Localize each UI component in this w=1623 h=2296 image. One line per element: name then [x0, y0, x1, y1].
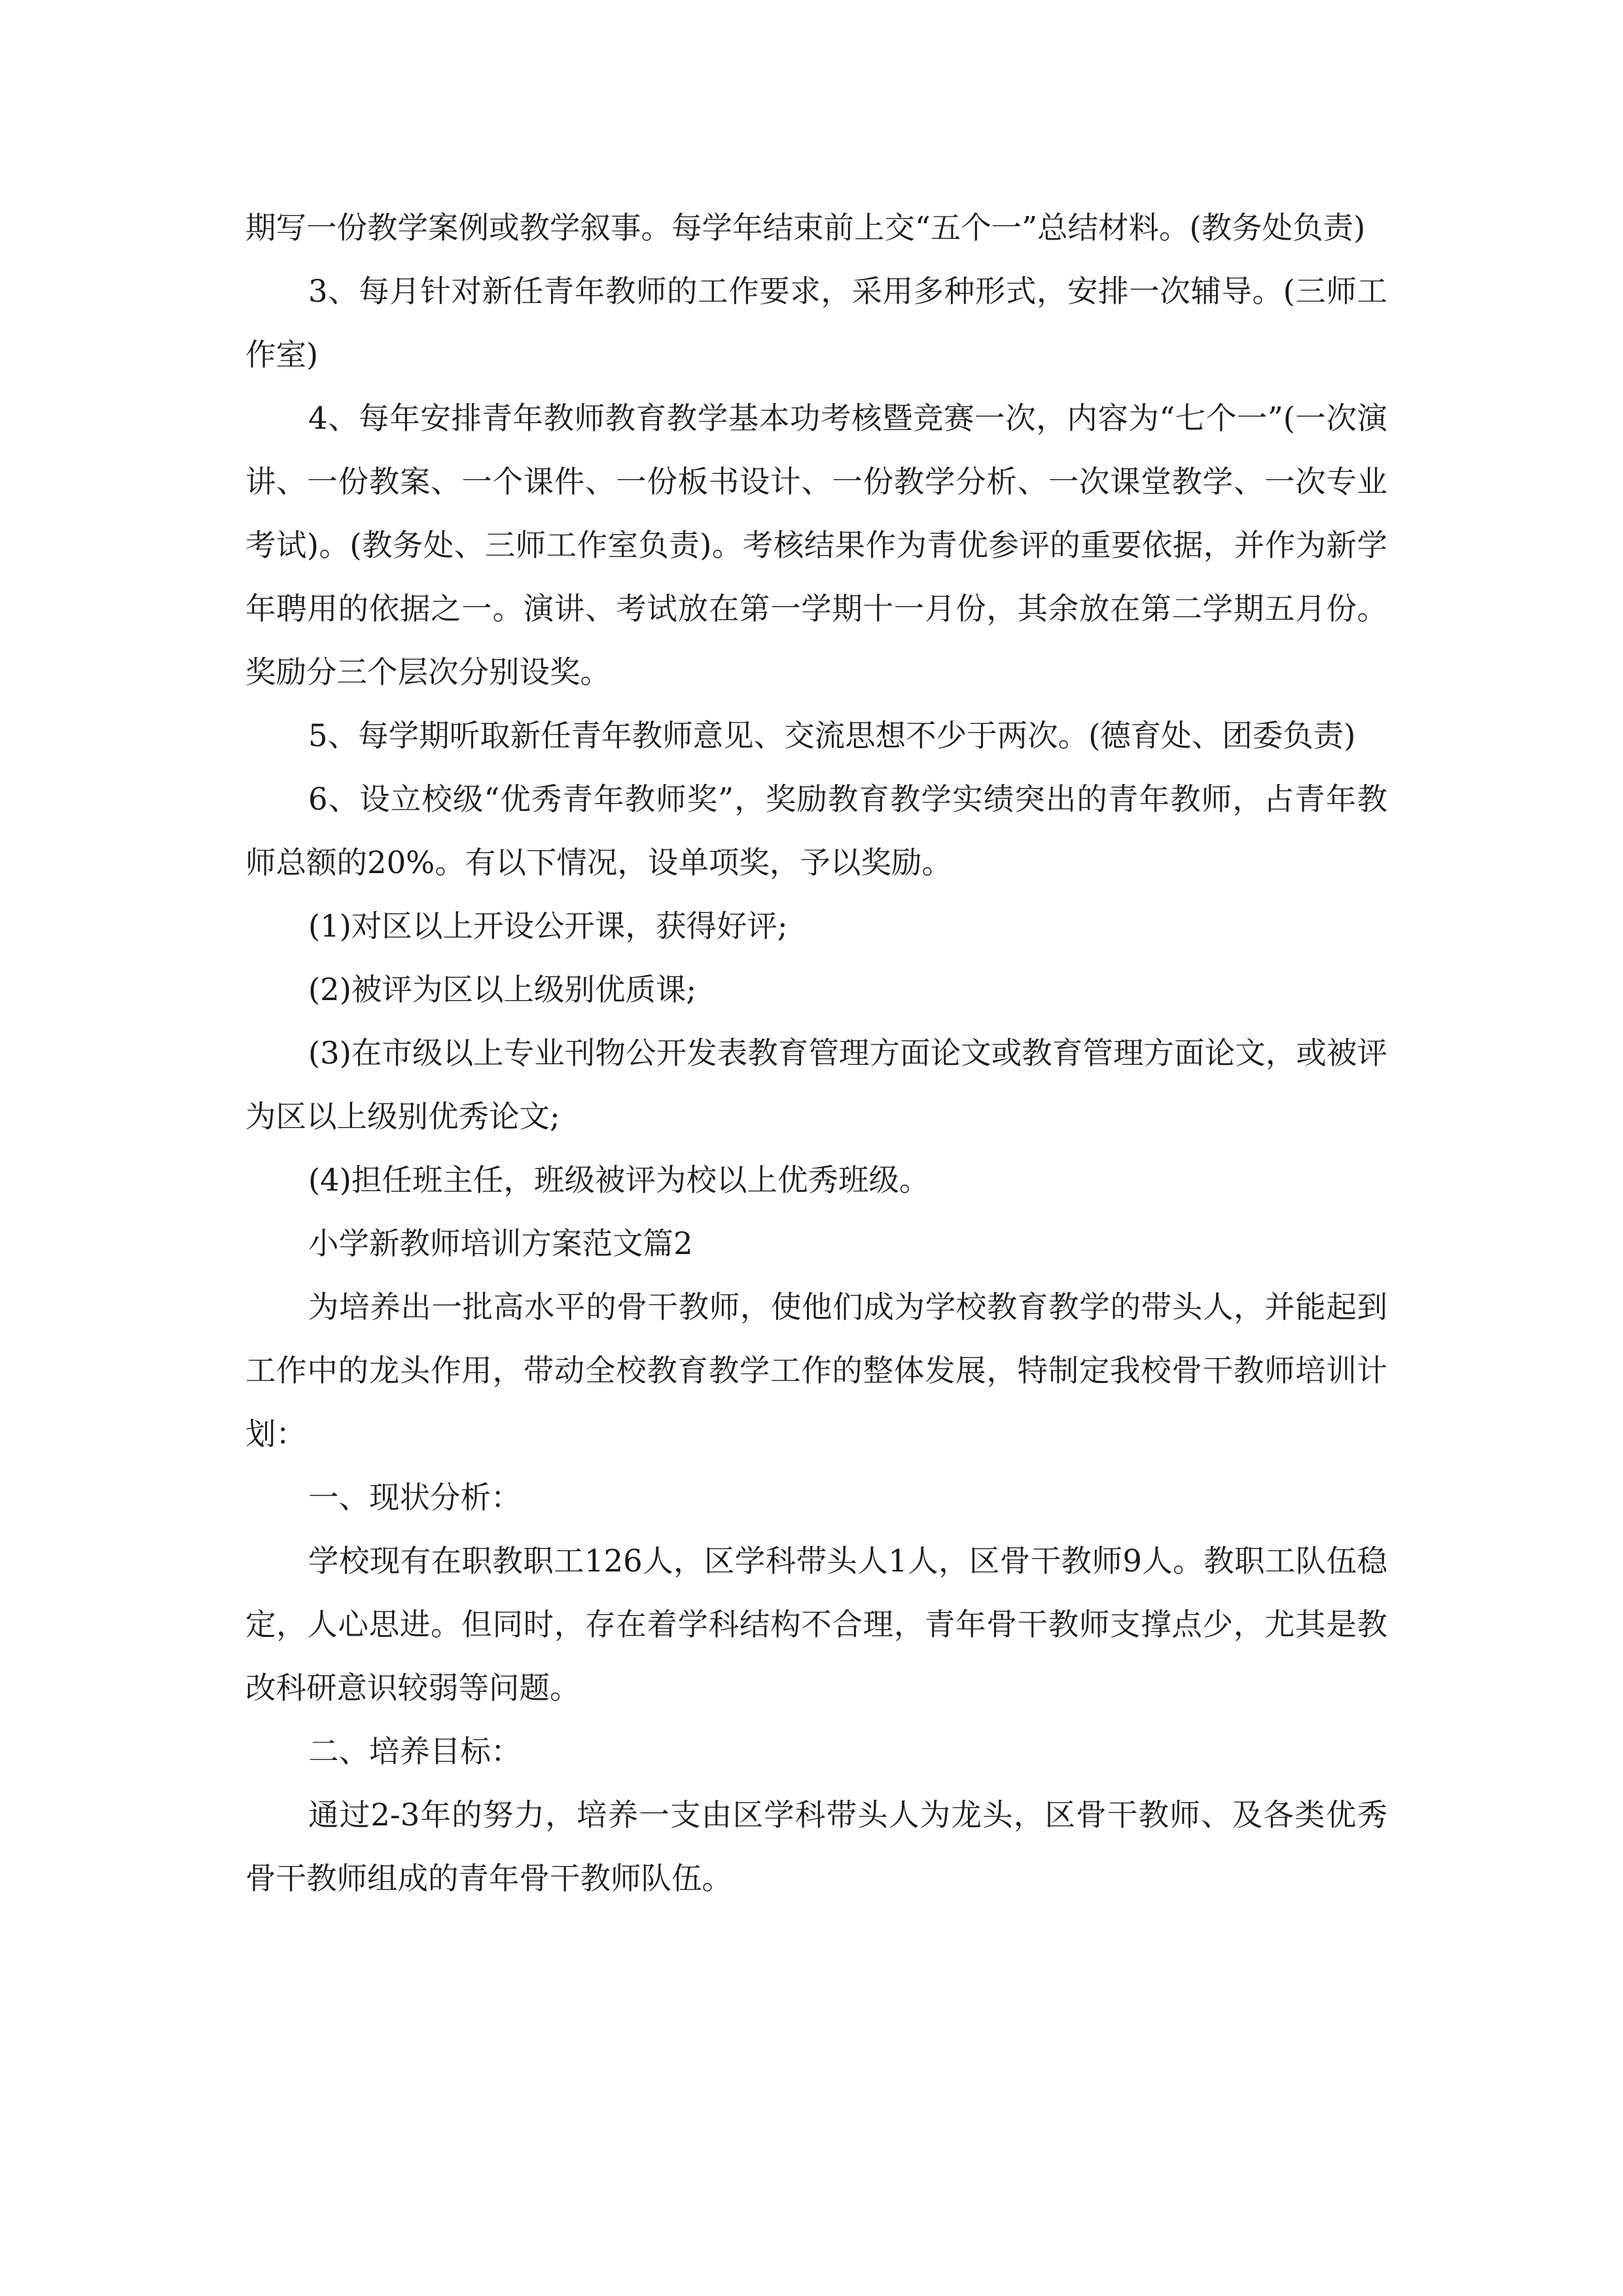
paragraph: 期写一份教学案例或教学叙事。每学年结束前上交“五个一”总结材料。(教务处负责) — [245, 210, 1366, 245]
document-body — [245, 196, 1387, 1910]
section-heading: 一、现状分析： — [308, 1480, 522, 1515]
list-item: (4)担任班主任，班级被评为校以上优秀班级。 — [308, 1162, 930, 1198]
paragraph: 学校现有在职教职工126人，区学科带头人1人，区骨干教师9人。教职工队伍稳定，人心思进。但同时，存在着学科结构不合理，青年骨干教师支撑点少，尤其是教改科研意识较弱等问题。 — [245, 1543, 1387, 1706]
paragraph: 3、每月针对新任青年教师的工作要求，采用多种形式，安排一次辅导。(三师工作室) — [245, 274, 1387, 372]
section-heading: 二、培养目标： — [308, 1734, 522, 1769]
section-title: 小学新教师培训方案范文篇2 — [308, 1226, 693, 1261]
paragraph: 6、设立校级“优秀青年教师奖”，奖励教育教学实绩突出的青年教师，占青年教师总额的20%。有以下情况，设单项奖，予以奖励。 — [245, 781, 1387, 880]
paragraph: 5、每学期听取新任青年教师意见、交流思想不少于两次。(德育处、团委负责) — [308, 718, 1356, 753]
paragraph: 4、每年安排青年教师教育教学基本功考核暨竞赛一次，内容为“七个一”(一次演讲、一份教案、一个课件、一份板书设计、一份教学分析、一次课堂教学、一次专业考试)。(教务处、三师工作室负责)。考核结果作为青优参评的重要依据，并作为新学年聘用的依据之一。演讲、考试放在第一学期十一月份，其余放在第二学期五月份。奖励分三个层次分别设奖。 — [245, 401, 1387, 690]
list-item: (2)被评为区以上级别优质课; — [308, 972, 697, 1007]
paragraph: 为培养出一批高水平的骨干教师，使他们成为学校教育教学的带头人，并能起到工作中的龙头作用，带动全校教育教学工作的整体发展，特制定我校骨干教师培训计划： — [245, 1289, 1387, 1452]
paragraph: 通过2-3年的努力，培养一支由区学科带头人为龙头，区骨干教师、及各类优秀骨干教师组成的青年骨干教师队伍。 — [245, 1797, 1387, 1896]
list-item: (1)对区以上开设公开课，获得好评; — [308, 908, 788, 944]
list-item: (3)在市级以上专业刊物公开发表教育管理方面论文或教育管理方面论文，或被评为区以上级别优秀论文; — [245, 1035, 1387, 1134]
